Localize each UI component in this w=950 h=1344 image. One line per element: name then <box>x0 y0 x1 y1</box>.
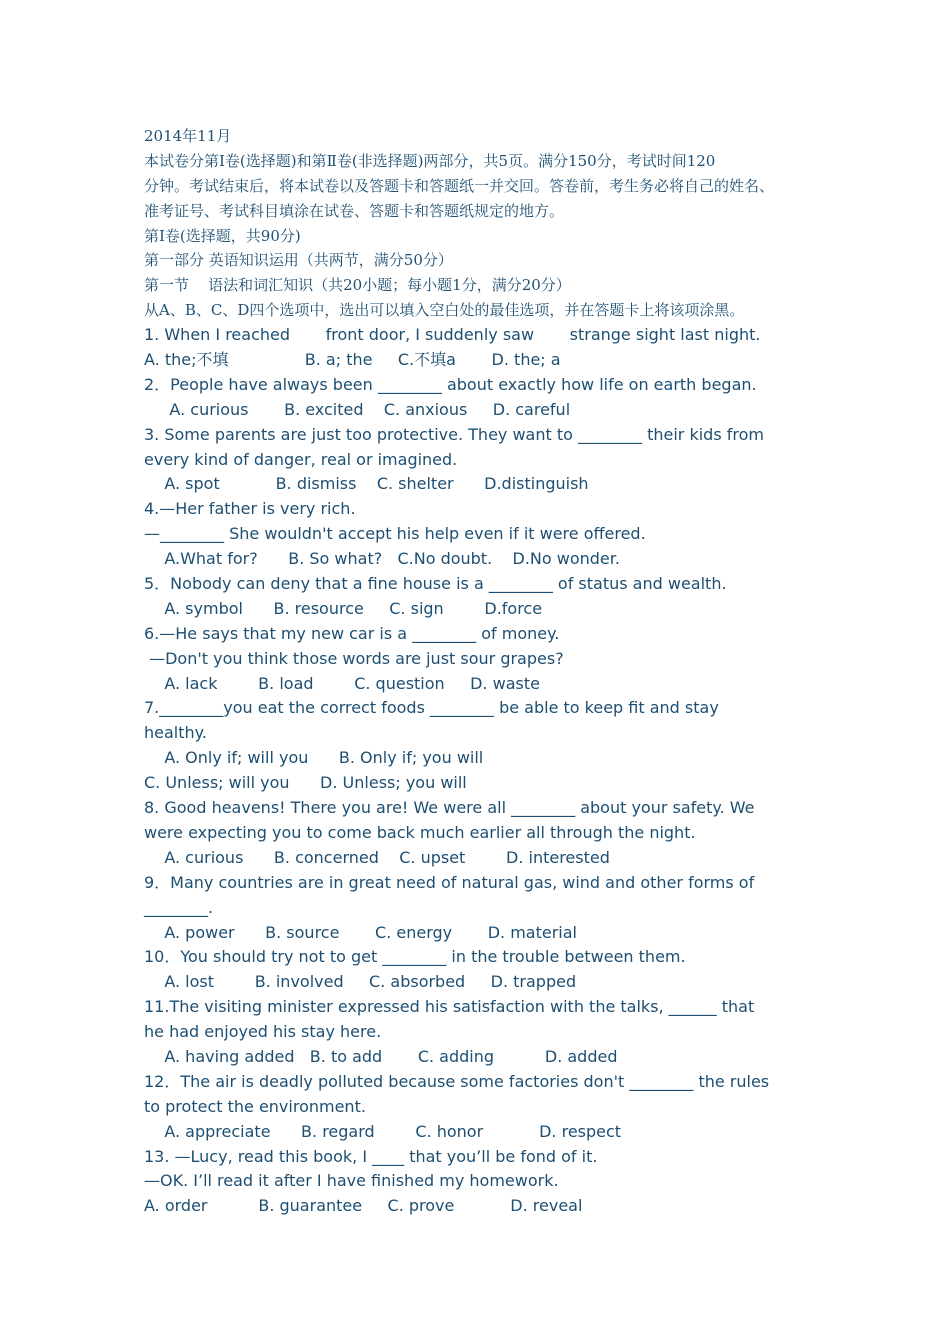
question-1-options: A. the;不填 B. a; the C.不填a D. the; a <box>144 350 561 370</box>
question-6: 6.—He says that my new car is a ________ of money. <box>144 623 560 643</box>
question-8: 8. Good heavens! There you are! We were all ________ about your safety. We <box>144 798 755 818</box>
question-10-options: A. lost B. involved C. absorbed D. trapped <box>144 972 577 992</box>
question-4: 4.—Her father is very rich. <box>144 499 356 519</box>
question-3: every kind of danger, real or imagined. <box>144 449 458 469</box>
question-8: were expecting you to come back much earlier all through the night. <box>144 822 696 842</box>
question-8-options: A. curious B. concerned C. upset D. interested <box>144 847 610 867</box>
question-5-options: A. symbol B. resource C. sign D.force <box>144 598 543 618</box>
volume-heading: 第Ⅰ卷(选择题，共90分) <box>144 226 301 245</box>
question-3-options: A. spot B. dismiss C. shelter D.distinguish <box>144 474 589 494</box>
question-12-options: A. appreciate B. regard C. honor D. respect <box>144 1121 622 1141</box>
question-7: 7.________you eat the correct foods ________ be able to keep fit and stay <box>144 698 719 718</box>
question-3: 3. Some parents are just too protective. They want to ________ their kids from <box>144 424 764 444</box>
question-5: 5．Nobody can deny that a fine house is a ________ of status and wealth. <box>144 574 727 594</box>
question-13: —OK. I’ll read it after I have finished my homework. <box>144 1171 559 1191</box>
question-10: 10．You should try not to get ________ in the trouble between them. <box>144 947 686 967</box>
question-7-options: C. Unless; will you D. Unless; you will <box>144 773 467 793</box>
exam-date: 2014年11月 <box>144 127 232 145</box>
question-9: ________. <box>144 897 214 917</box>
question-9: 9．Many countries are in great need of natural gas, wind and other forms of <box>144 872 755 892</box>
question-6: —Don't you think those words are just sour grapes? <box>144 648 564 668</box>
question-4-options: A.What for? B. So what? C.No doubt. D.No wonder. <box>144 549 620 569</box>
question-2: 2．People have always been ________ about exactly how life on earth began. <box>144 374 757 394</box>
instructions-line: 准考证号、考试科目填涂在试卷、答题卡和答题纸规定的地方。 <box>144 201 565 220</box>
instructions-line: 本试卷分第Ⅰ卷(选择题)和第Ⅱ卷(非选择题)两部分，共5页。满分150分，考试时间120 <box>144 151 716 170</box>
section-heading: 第一节 语法和词汇知识（共20小题；每小题1分，满分20分） <box>144 276 571 295</box>
question-7: healthy. <box>144 723 207 743</box>
question-9-options: A. power B. source C. energy D. material <box>144 922 577 942</box>
instructions-line: 分钟。考试结束后，将本试卷以及答题卡和答题纸一并交回。答卷前，考生务必将自己的姓名、 <box>144 176 775 195</box>
question-13: 13. —Lucy, read this book, I ____ that you’ll be fond of it. <box>144 1146 598 1166</box>
question-13-options: A. order B. guarantee C. prove D. reveal <box>144 1196 583 1216</box>
question-12: 12．The air is deadly polluted because some factories don't ________ the rules <box>144 1071 770 1091</box>
section-directions: 从A、B、C、D四个选项中，选出可以填入空白处的最佳选项，并在答题卡上将该项涂黑。 <box>144 301 745 320</box>
question-2-options: A. curious B. excited C. anxious D. careful <box>144 399 571 419</box>
exam-page <box>144 124 824 1219</box>
question-11: 11.The visiting minister expressed his satisfaction with the talks, ______ that <box>144 997 755 1017</box>
question-4: —________ She wouldn't accept his help even if it were offered. <box>144 524 646 544</box>
question-7-options: A. Only if; will you B. Only if; you will <box>144 748 484 768</box>
part-heading: 第一部分 英语知识运用（共两节，满分50分） <box>144 251 453 270</box>
question-11: he had enjoyed his stay here. <box>144 1022 382 1042</box>
question-11-options: A. having added B. to add C. adding D. added <box>144 1046 618 1066</box>
question-12: to protect the environment. <box>144 1096 366 1116</box>
question-6-options: A. lack B. load C. question D. waste <box>144 673 540 693</box>
question-1: 1. When I reached front door, I suddenly saw strange sight last night. <box>144 325 761 345</box>
